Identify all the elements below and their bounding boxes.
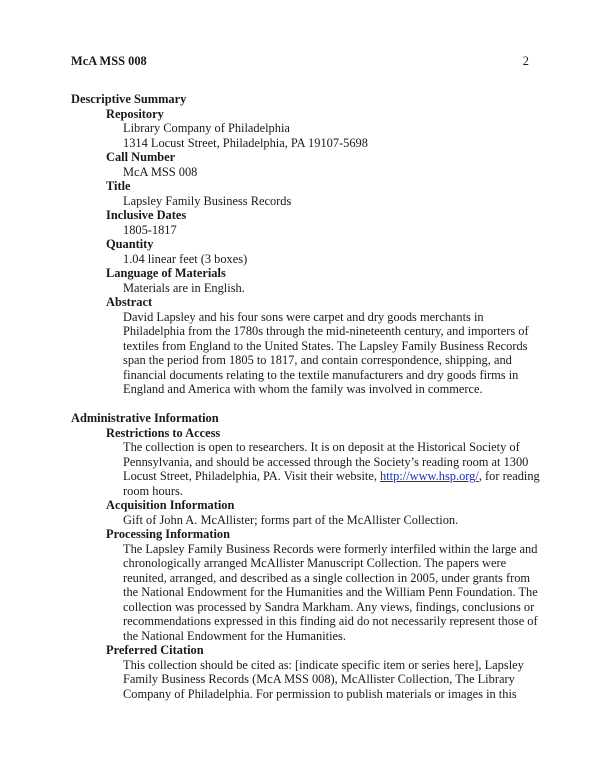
hsp-website-link[interactable]: http://www.hsp.org/ [380, 469, 479, 483]
inclusive-dates-value: 1805-1817 [123, 222, 177, 237]
call-number-label: Call Number [106, 150, 176, 164]
processing-label: Processing Information [106, 527, 231, 541]
section-title-administrative-information: Administrative Information [71, 411, 219, 425]
descriptive-summary-section [71, 92, 541, 397]
processing-value: The Lapsley Family Business Records were formerly interfiled within the large and chronologically arranged McAllister Manuscript Collection. The papers were reunited, arranged, and described as a single collection in 2005, under grants from the National Endowment for the Humanities and the William Penn Foundation. The collection was processed by Sandra Markham. Any views, findings, conclusions or recommendations expressed in this finding aid do not necessarily represent those of the National Endowment for the Humanities. [123, 541, 538, 643]
title-value: Lapsley Family Business Records [123, 193, 292, 208]
inclusive-dates-label: Inclusive Dates [106, 208, 187, 222]
call-number-value: McA MSS 008 [123, 164, 198, 179]
header-call-number: McA MSS 008 [71, 54, 147, 68]
section-title-descriptive-summary: Descriptive Summary [71, 92, 187, 106]
citation-value: This collection should be cited as: [indicate specific item or series here], Lapsley Family Business Records (McA MSS 008), McAllister Collection, The Library Company of Philadelphia. For permission to publish materials or images in this [123, 657, 524, 701]
repository-name: Library Company of Philadelphia [123, 121, 290, 135]
language-value: Materials are in English. [123, 280, 245, 295]
abstract-label: Abstract [106, 295, 153, 309]
restrictions-value [123, 440, 541, 498]
title-label: Title [106, 179, 131, 193]
administrative-information-section [71, 411, 541, 701]
quantity-label: Quantity [106, 237, 154, 251]
citation-label: Preferred Citation [106, 643, 204, 657]
repository-value [123, 121, 541, 150]
repository-label: Repository [106, 106, 164, 121]
abstract-value: David Lapsley and his four sons were carpet and dry goods merchants in Philadelphia from the 1780s through the mid-nineteenth century, and importers of textiles from England to the United States. The Lapsley Family Business Records span the period from 1805 to 1817, and contain correspondence, shipping, and financial documents relating to the textile manufacturers and dry goods firms in England and America with whom the family was involved in commerce. [123, 309, 529, 396]
language-label: Language of Materials [106, 266, 226, 280]
restrictions-text: The collection is open to researchers. It is on deposit at the Historical Society of Pennsylvania, and should be accessed through the Society’s reading room at 1300 Locust Street, Philadelphia, PA. Visit their website, [123, 440, 529, 483]
restrictions-label: Restrictions to Access [106, 425, 221, 440]
quantity-value: 1.04 linear feet (3 boxes) [123, 251, 248, 266]
acquisition-value: Gift of John A. McAllister; forms part of the McAllister Collection. [123, 512, 459, 527]
repository-address: 1314 Locust Street, Philadelphia, PA 19107-5698 [123, 135, 368, 150]
page-number: 2 [522, 54, 529, 68]
page-header [71, 54, 529, 70]
document-body [71, 92, 541, 701]
acquisition-label: Acquisition Information [106, 498, 235, 512]
restrictions-text-after: , for reading room hours. [123, 469, 540, 498]
section-spacer [71, 397, 541, 412]
